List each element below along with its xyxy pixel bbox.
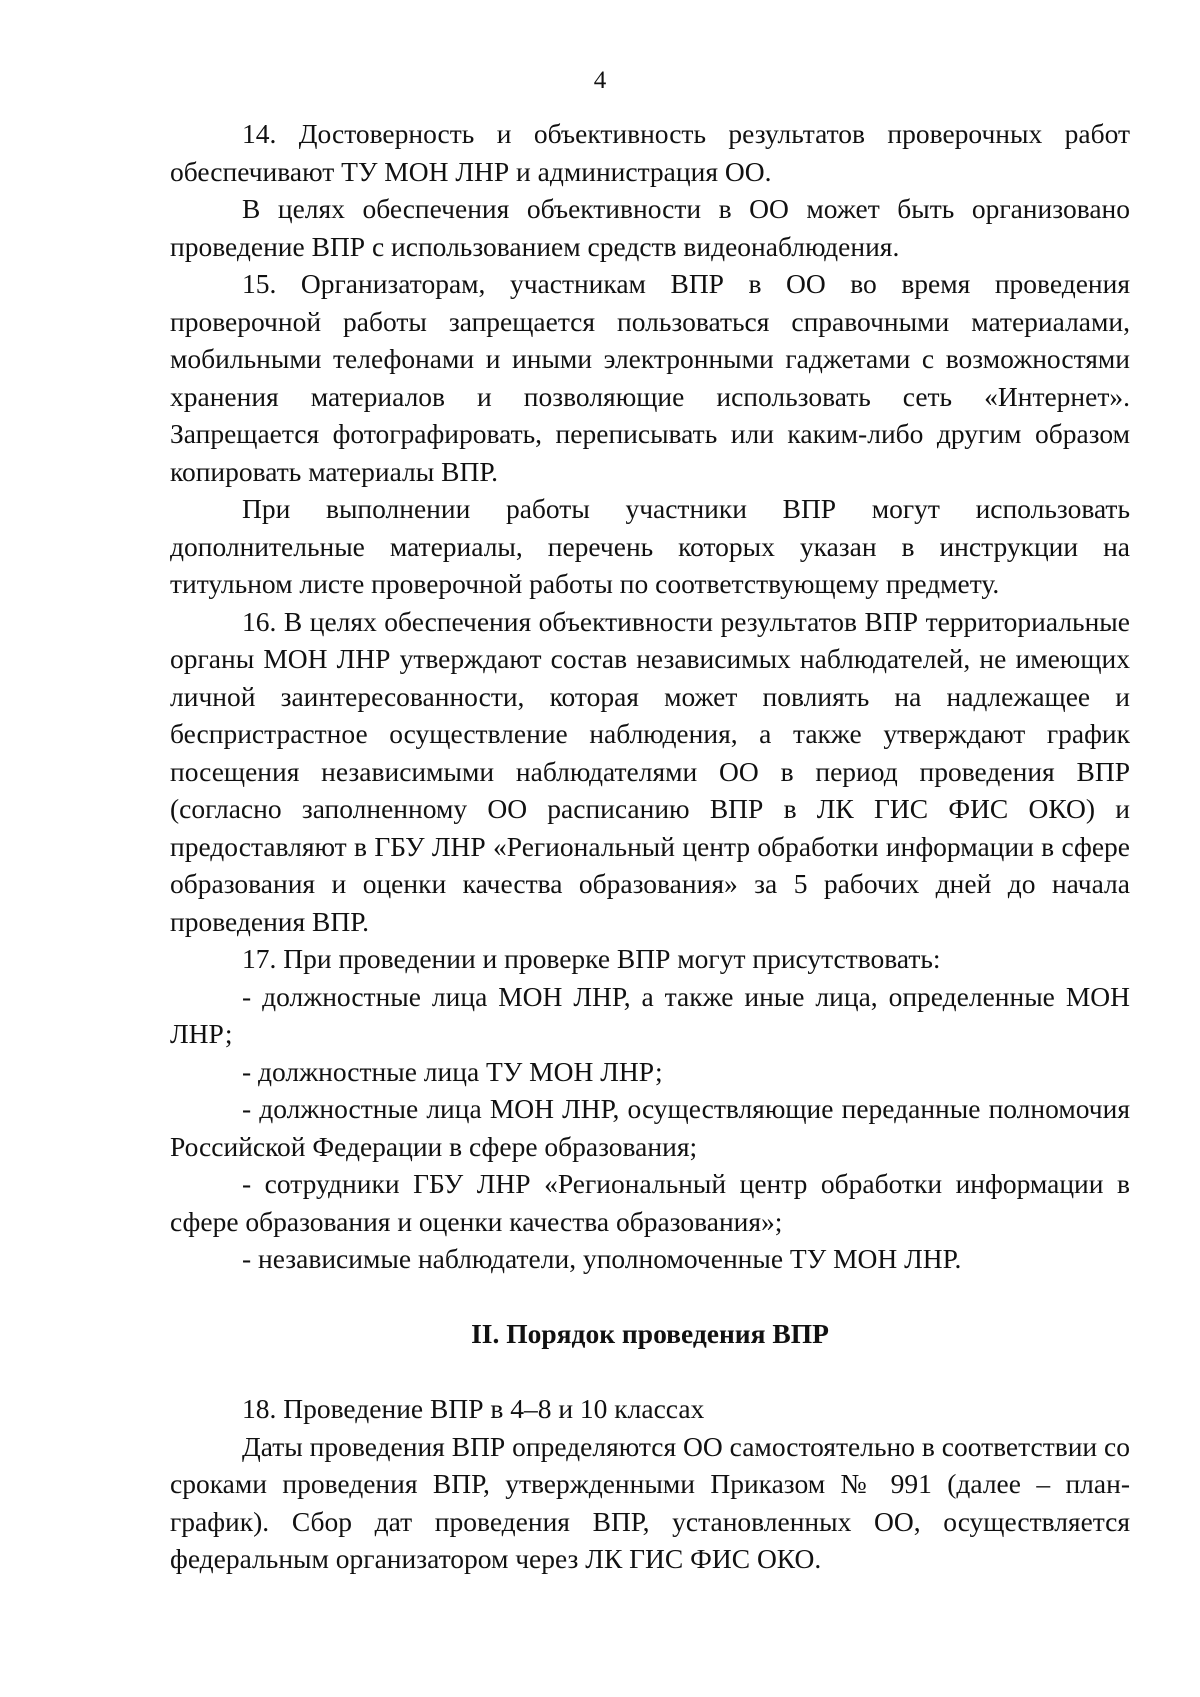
list-item-observers: - независимые наблюдатели, уполномоченные ТУ МОН ЛНР. xyxy=(242,1243,962,1274)
paragraph-14-video: В целях обеспечения объективности в ОО может быть организовано проведение ВПР с использованием средств видеонаблюдения. xyxy=(170,193,1130,262)
paragraph-15-materials: При выполнении работы участники ВПР могут использовать дополнительные материалы, перечень которых указан в инструкции на титульном листе проверочной работы по соответствующему предмету. xyxy=(170,493,1130,599)
paragraph-18-dates: Даты проведения ВПР определяются ОО самостоятельно в соответствии со сроками проведения ВПР, утвержденными Приказом № 991 (далее – план-график). Сбор дат проведения ВПР, установленных ОО, осуществляется федеральным организатором через ЛК ГИС ФИС ОКО. xyxy=(170,1430,1130,1574)
page-number: 4 xyxy=(593,67,607,94)
paragraph-17: 17. При проведении и проверке ВПР могут присутствовать: xyxy=(242,943,941,974)
list-item-officials-mon: - должностные лица МОН ЛНР, а также иные лица, определенные МОН ЛНР; xyxy=(170,980,1130,1049)
paragraph-15: 15. Организаторам, участникам ВПР в ОО во время проведения проверочной работы запрещается пользоваться справочными материалами, мобильными телефонами и иными электронными гаджетами с возможностями хранения материалов и позволяющие использовать сеть «Интернет». Запрещается фотографировать, переписывать или каким-либо другим образом копировать материалы ВПР. xyxy=(170,268,1130,487)
section-heading: II. Порядок проведения ВПР xyxy=(471,1317,829,1349)
list-item-officials-delegated: - должностные лица МОН ЛНР, осуществляющие переданные полномочия Российской Федерации в сфере образования; xyxy=(170,1093,1130,1162)
list-item-gbu-staff: - сотрудники ГБУ ЛНР «Региональный центр обработки информации в сфере образования и оценки качества образования»; xyxy=(170,1168,1130,1237)
paragraph-16: 16. В целях обеспечения объективности результатов ВПР территориальные органы МОН ЛНР утверждают состав независимых наблюдателей, не имеющих личной заинтересованности, которая может повлиять на надлежащее и беспристрастное осуществление наблюдения, а также утверждают график посещения независимыми наблюдателями ОО в период проведения ВПР (согласно заполненному ОО расписанию ВПР в ЛК ГИС ФИС ОКО) и предоставляют в ГБУ ЛНР «Региональный центр обработки информации в сфере образования и оценки качества образования» за 5 рабочих дней до начала проведения ВПР. xyxy=(170,605,1130,937)
paragraph-18: 18. Проведение ВПР в 4–8 и 10 классах xyxy=(242,1393,705,1424)
list-item-officials-tu: - должностные лица ТУ МОН ЛНР; xyxy=(242,1055,663,1087)
paragraph-14: 14. Достоверность и объективность результатов проверочных работ обеспечивают ТУ МОН ЛНР и администрация ОО. xyxy=(170,118,1130,187)
document-body xyxy=(170,115,1130,1578)
